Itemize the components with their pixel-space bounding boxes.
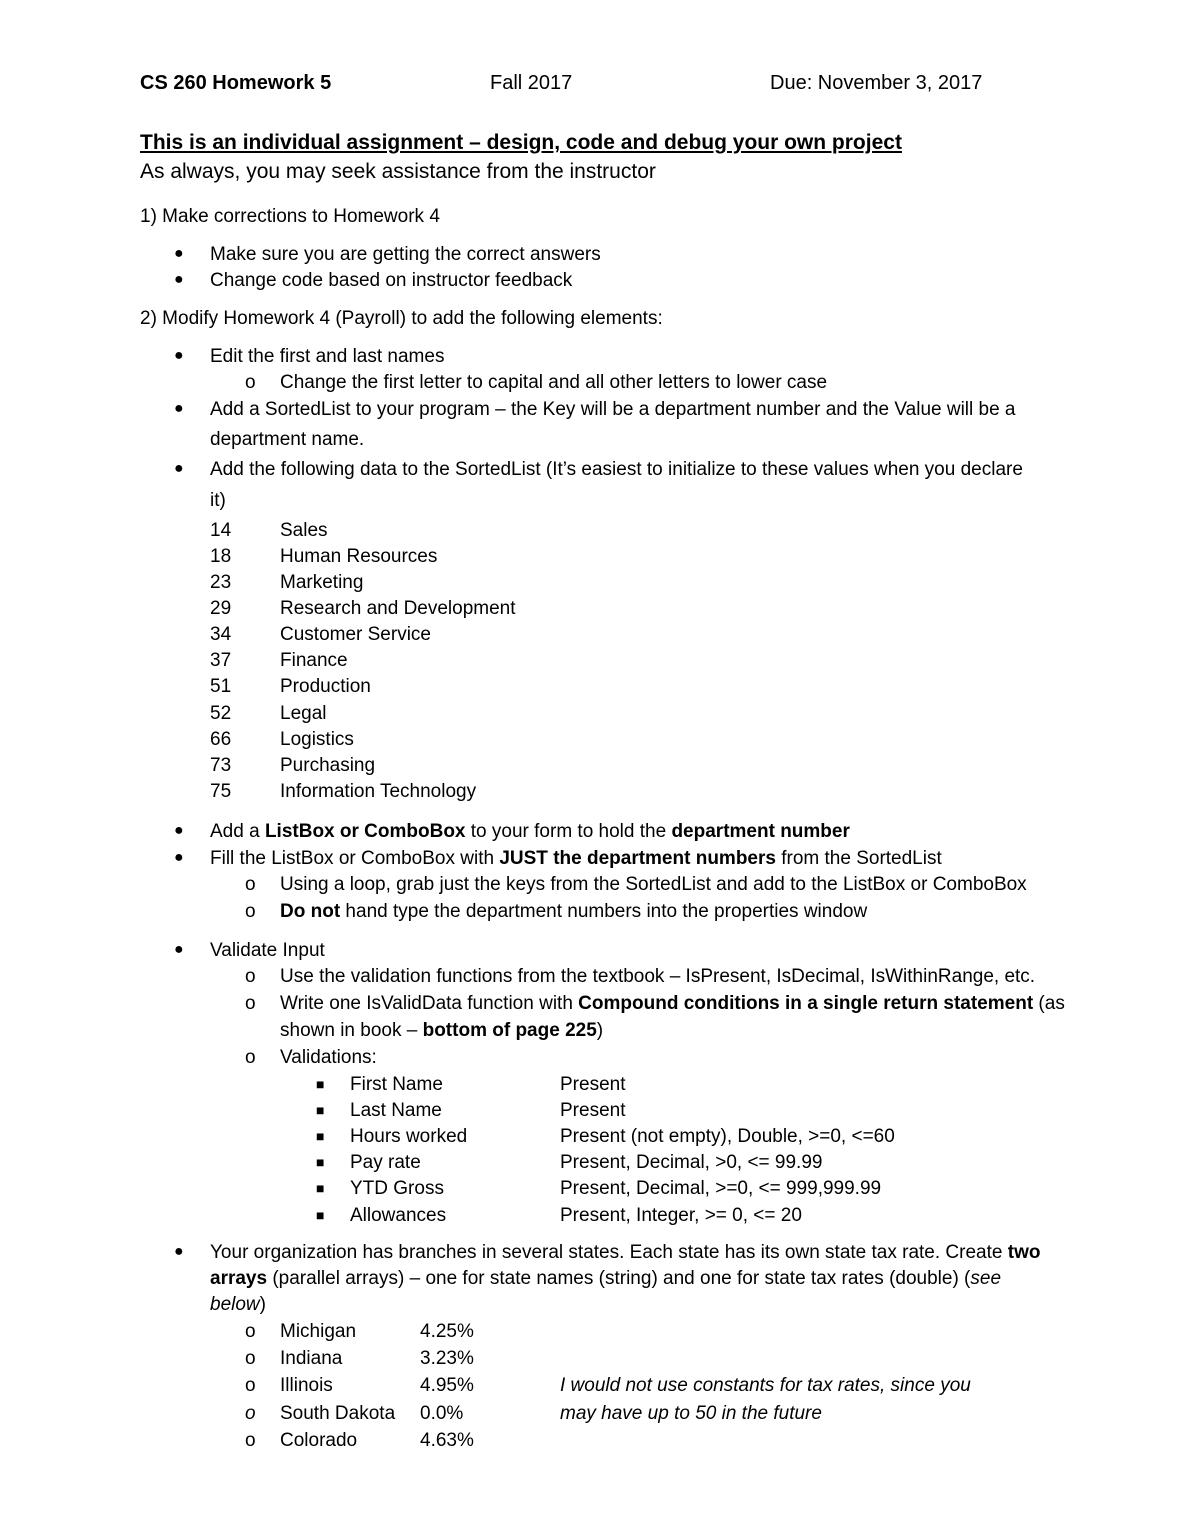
dept-name: Legal <box>280 703 327 724</box>
bullet-icon: ● <box>174 1243 184 1260</box>
dept-num: 51 <box>210 676 232 697</box>
dept-name: Purchasing <box>280 755 376 776</box>
validate-sub-2-line-1 <box>280 993 1065 1015</box>
validate-sub-2-line-2 <box>280 1020 603 1042</box>
circle-bullet-icon: o <box>245 1047 256 1068</box>
dept-num: 75 <box>210 781 232 802</box>
states-intro-line-3 <box>210 1294 266 1316</box>
section1-heading: 1) Make corrections to Homework 4 <box>140 206 440 227</box>
text-run: ) <box>259 1294 266 1315</box>
validation-rule: Present <box>560 1100 626 1121</box>
section2-heading: 2) Modify Homework 4 (Payroll) to add the following elements: <box>140 308 663 329</box>
bullet-icon: ● <box>174 849 184 866</box>
dept-name: Marketing <box>280 572 364 593</box>
section1-item-2: Change code based on instructor feedback <box>210 270 573 291</box>
validate-sub-1: Use the validation functions from the textbook – IsPresent, IsDecimal, IsWithinRange, etc. <box>280 966 1036 987</box>
validate-item: Validate Input <box>210 940 325 961</box>
sortedlist-line-2: department name. <box>210 429 365 450</box>
square-bullet-icon: ■ <box>316 1128 325 1144</box>
listbox-item <box>210 821 850 843</box>
dept-num: 14 <box>210 520 232 541</box>
text-run-bold: department number <box>671 821 850 842</box>
text-run-bold: arrays <box>210 1268 268 1289</box>
bullet-icon: ● <box>174 347 184 364</box>
fill-sub-2 <box>280 901 867 923</box>
text-run-bold: bottom of page 225 <box>422 1020 597 1041</box>
text-run: Add a <box>210 821 265 842</box>
text-run-bold: Do not <box>280 901 341 922</box>
state-name: Indiana <box>280 1348 343 1369</box>
text-run: (parallel arrays) – one for state names (string) and one for state tax rates (double) ( <box>267 1268 971 1289</box>
validation-rule: Present, Decimal, >0, <= 99.99 <box>560 1152 823 1173</box>
validation-field: Pay rate <box>350 1152 421 1173</box>
states-intro-line-2 <box>210 1268 1001 1290</box>
dept-name: Sales <box>280 520 328 541</box>
text-run: Your organization has branches in several states. Each state has its own state tax rate. Create <box>210 1242 1008 1263</box>
term: Fall 2017 <box>490 72 573 94</box>
state-name: Michigan <box>280 1321 357 1342</box>
bullet-icon: ● <box>174 245 184 262</box>
validation-field: Hours worked <box>350 1126 468 1147</box>
text-run: ) <box>596 1020 604 1041</box>
state-rate: 4.95% <box>420 1375 474 1396</box>
due-date: Due: November 3, 2017 <box>770 72 983 94</box>
dept-num: 66 <box>210 729 232 750</box>
circle-bullet-icon: o <box>245 1321 256 1342</box>
validation-rule: Present, Decimal, >=0, <= 999,999.99 <box>560 1178 882 1199</box>
circle-bullet-icon: o <box>245 966 256 987</box>
validation-rule: Present (not empty), Double, >=0, <=60 <box>560 1126 895 1147</box>
text-run: Write one IsValidData function with <box>280 993 579 1014</box>
dept-name: Research and Development <box>280 598 516 619</box>
text-run-italic: below <box>210 1294 260 1315</box>
text-run-bold: Compound conditions in a single return statement <box>578 993 1034 1014</box>
course-title: CS 260 Homework 5 <box>140 72 332 94</box>
dept-num: 18 <box>210 546 232 567</box>
circle-bullet-icon: o <box>245 1348 256 1369</box>
validation-field: Allowances <box>350 1205 447 1226</box>
text-run-bold: JUST the department numbers <box>499 848 776 869</box>
bullet-icon: ● <box>174 400 184 417</box>
text-run-bold: ListBox or ComboBox <box>264 821 466 842</box>
section1-item-1: Make sure you are getting the correct answers <box>210 244 601 265</box>
states-intro-line-1 <box>210 1242 1040 1264</box>
fill-sub-1: Using a loop, grab just the keys from the SortedList and add to the ListBox or ComboBox <box>280 874 1027 895</box>
text-run: from the SortedList <box>775 848 942 869</box>
square-bullet-icon: ■ <box>316 1207 325 1223</box>
assignment-title: This is an individual assignment – design, code and debug your own project <box>140 131 902 154</box>
tax-note-line-2: may have up to 50 in the future <box>560 1403 822 1424</box>
dept-name: Finance <box>280 650 348 671</box>
text-run-italic: see <box>970 1268 1002 1289</box>
circle-bullet-icon: o <box>245 1403 256 1424</box>
bullet-icon: ● <box>174 271 184 288</box>
circle-bullet-icon: o <box>245 901 256 922</box>
dept-name: Information Technology <box>280 781 477 802</box>
state-name: Illinois <box>280 1375 333 1396</box>
state-rate: 4.25% <box>420 1321 474 1342</box>
tax-note-line-1: I would not use constants for tax rates, since you <box>560 1375 971 1396</box>
bullet-icon: ● <box>174 822 184 839</box>
dept-num: 37 <box>210 650 232 671</box>
state-name: South Dakota <box>280 1403 396 1424</box>
validations-label: Validations: <box>280 1047 377 1068</box>
circle-bullet-icon: o <box>245 874 256 895</box>
text-run: hand type the department numbers into the properties window <box>340 901 868 922</box>
assignment-subtitle: As always, you may seek assistance from the instructor <box>140 160 656 183</box>
edit-names-sub: Change the first letter to capital and all other letters to lower case <box>280 372 828 393</box>
sortedlist-line-1: Add a SortedList to your program – the Key will be a department number and the Value will be a <box>210 399 1016 420</box>
adddata-line-1: Add the following data to the SortedList (It’s easiest to initialize to these values when you declare <box>210 459 1023 480</box>
state-rate: 3.23% <box>420 1348 474 1369</box>
square-bullet-icon: ■ <box>316 1076 325 1092</box>
state-name: Colorado <box>280 1430 358 1451</box>
validation-field: First Name <box>350 1074 443 1095</box>
state-rate: 4.63% <box>420 1430 474 1451</box>
adddata-line-2: it) <box>210 490 226 511</box>
circle-bullet-icon: o <box>245 1430 256 1451</box>
text-run: Fill the ListBox or ComboBox with <box>210 848 500 869</box>
text-run: shown in book – <box>280 1020 423 1041</box>
validation-field: YTD Gross <box>350 1178 444 1199</box>
validation-rule: Present, Integer, >= 0, <= 20 <box>560 1205 802 1226</box>
dept-num: 29 <box>210 598 232 619</box>
bullet-icon: ● <box>174 460 184 477</box>
state-rate: 0.0% <box>420 1403 464 1424</box>
validation-rule: Present <box>560 1074 626 1095</box>
circle-bullet-icon: o <box>245 993 256 1014</box>
square-bullet-icon: ■ <box>316 1154 325 1170</box>
edit-names-item: Edit the first and last names <box>210 346 445 367</box>
dept-num: 23 <box>210 572 232 593</box>
dept-name: Logistics <box>280 729 354 750</box>
square-bullet-icon: ■ <box>316 1102 325 1118</box>
dept-name: Customer Service <box>280 624 431 645</box>
validation-field: Last Name <box>350 1100 442 1121</box>
dept-num: 52 <box>210 703 232 724</box>
circle-bullet-icon: o <box>245 1375 256 1396</box>
text-run-bold: two <box>1007 1242 1041 1263</box>
dept-name: Production <box>280 676 371 697</box>
circle-bullet-icon: o <box>245 372 256 393</box>
dept-num: 34 <box>210 624 232 645</box>
dept-num: 73 <box>210 755 232 776</box>
text-run: to your form to hold the <box>465 821 672 842</box>
text-run: (as <box>1033 993 1065 1014</box>
dept-name: Human Resources <box>280 546 438 567</box>
bullet-icon: ● <box>174 941 184 958</box>
square-bullet-icon: ■ <box>316 1180 325 1196</box>
fill-item <box>210 848 942 870</box>
